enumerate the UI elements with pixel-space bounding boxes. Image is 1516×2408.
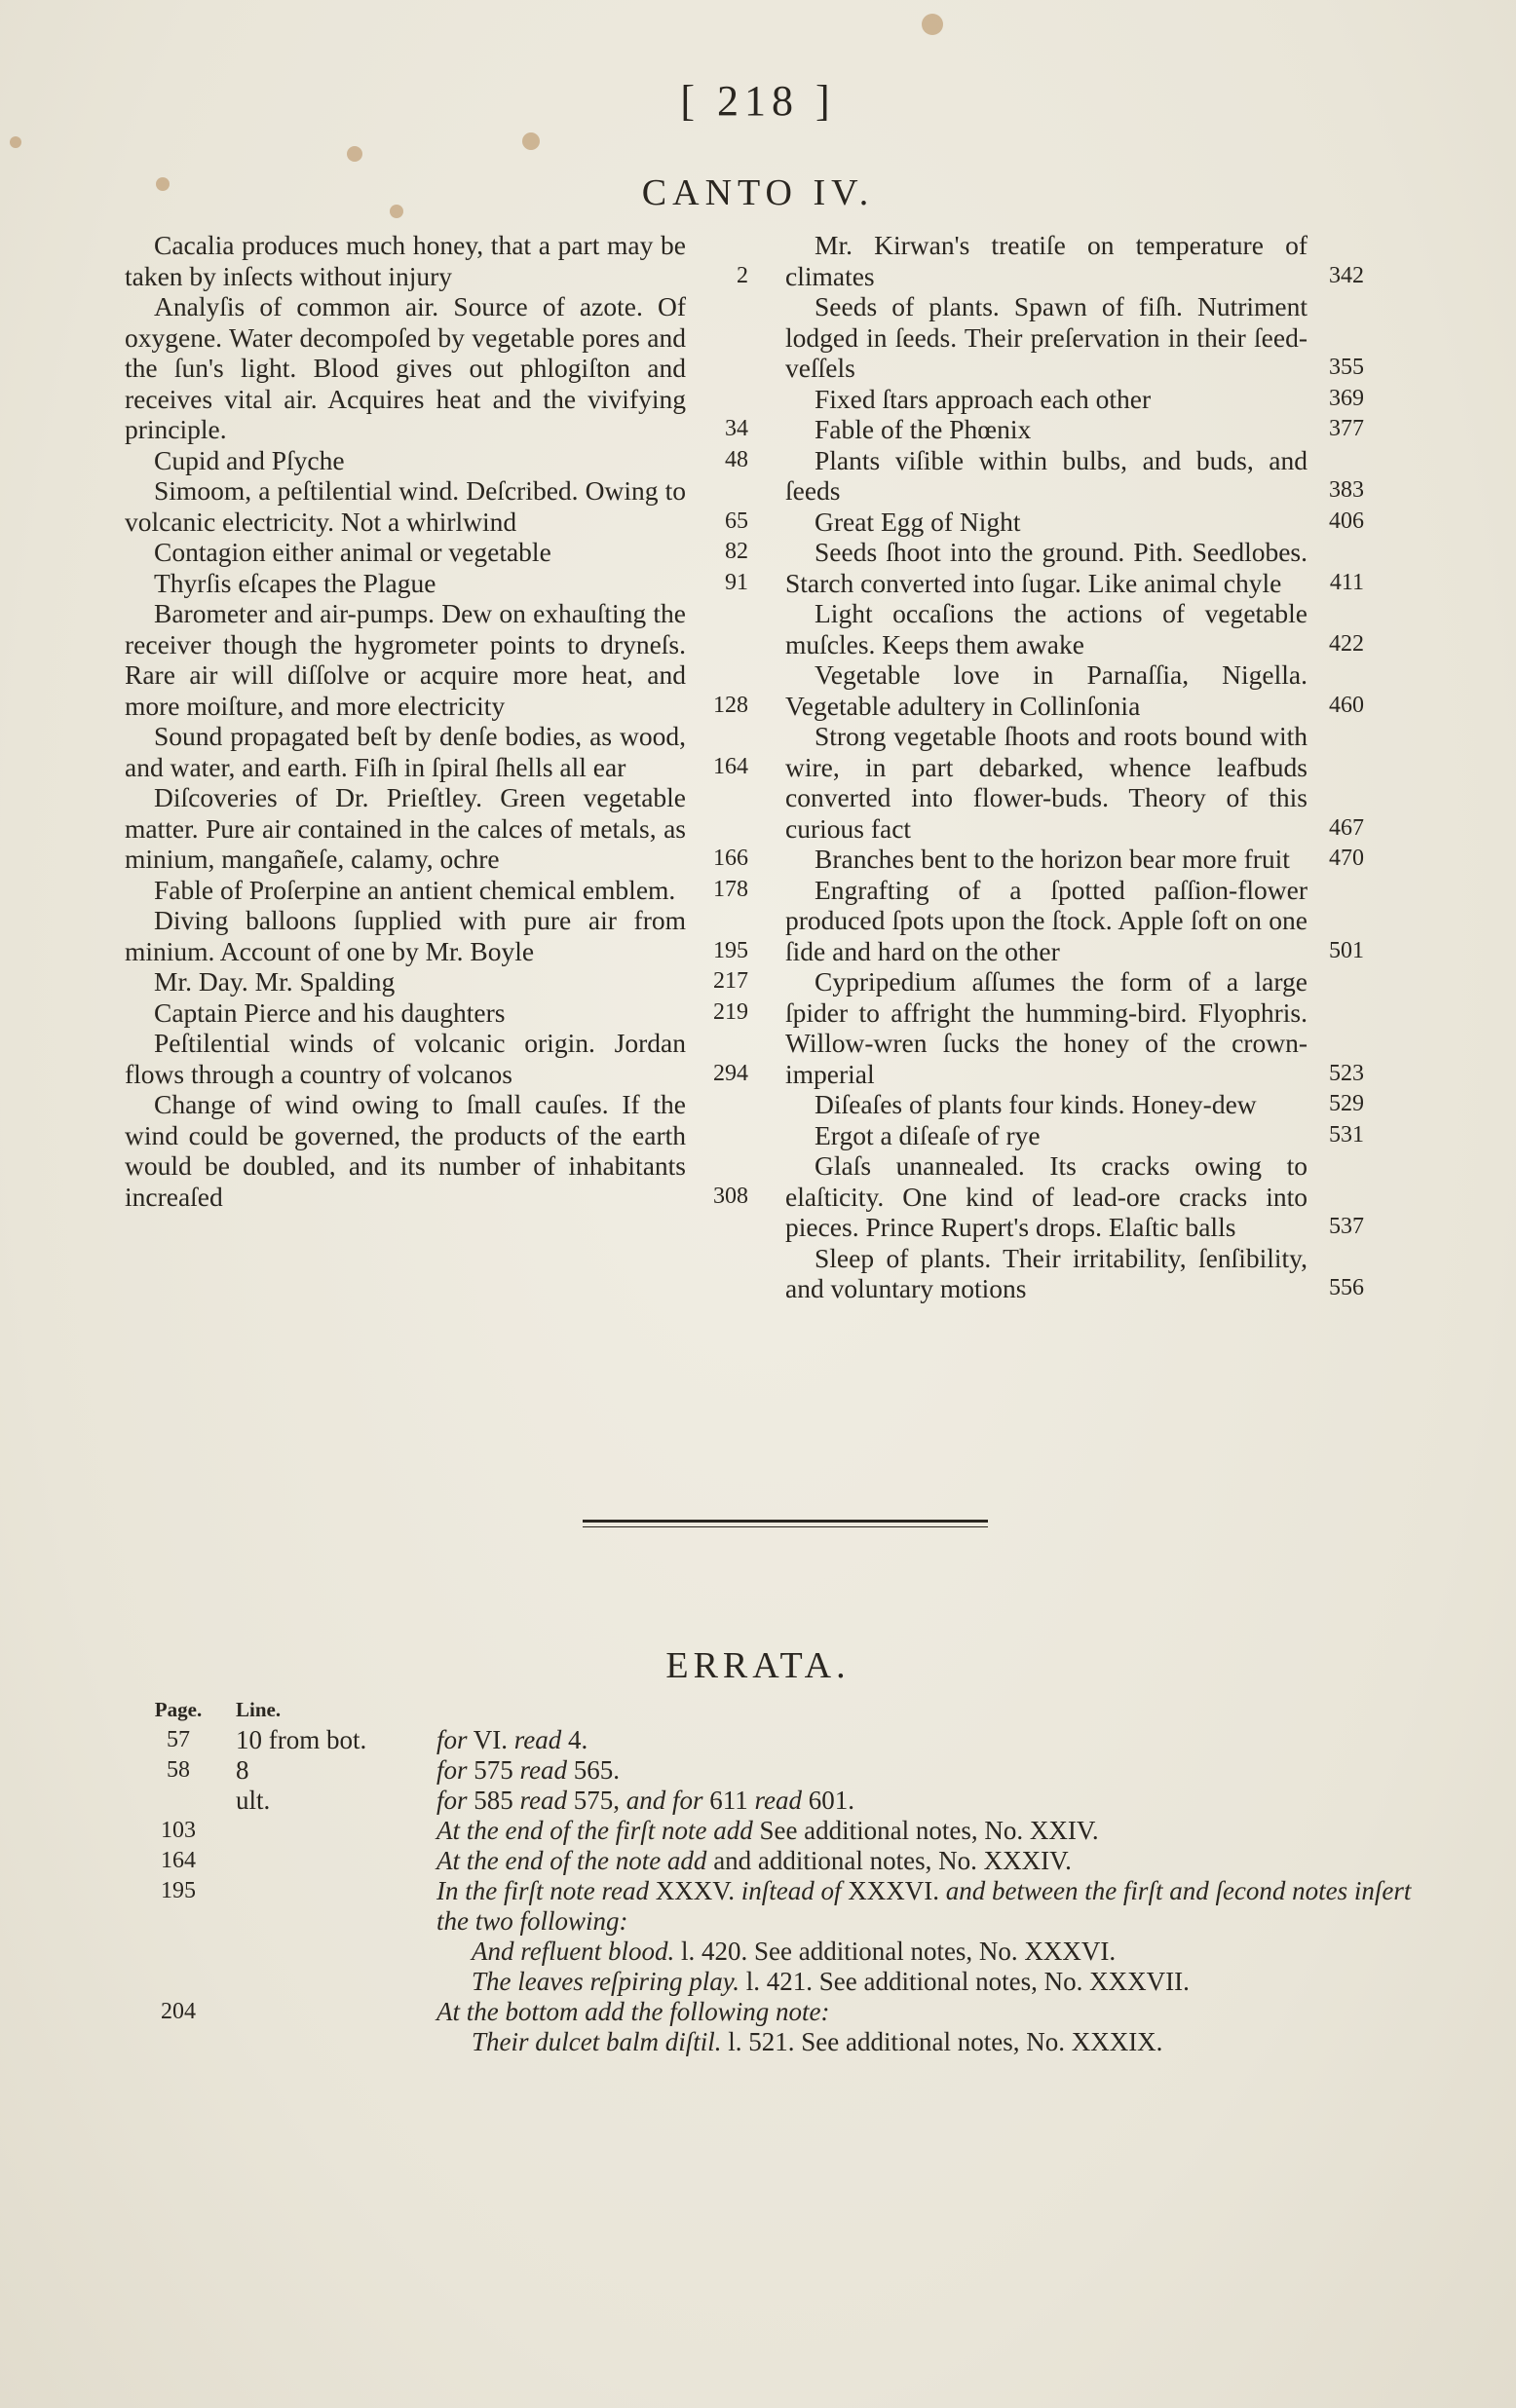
- entry-page: 195: [713, 937, 748, 963]
- index-entry: [785, 291, 1364, 384]
- foxing-spot: [10, 136, 21, 148]
- entry-text: Sound propagated beſt by denſe bodies, as wood, and water, and earth. Fiſh in ſpiral ſhells all ear: [125, 721, 686, 782]
- index-entry: [785, 1243, 1364, 1304]
- index-entry: [125, 966, 748, 997]
- errata-row: [134, 1876, 1421, 1937]
- entry-page: 467: [1329, 814, 1364, 841]
- entry-text: Fixed ſtars approach each other: [815, 383, 1152, 414]
- entry-text: Light occaſions the actions of vegetable muſcles. Keeps them awake: [785, 598, 1308, 659]
- errata-text: See additional notes, No. XXIV.: [752, 1816, 1099, 1845]
- index-entry: [785, 721, 1364, 844]
- errata-text: 575: [467, 1755, 520, 1785]
- entry-page: 523: [1329, 1060, 1364, 1086]
- entry-page: 422: [1329, 630, 1364, 657]
- entry-text: Cacalia produces much honey, that a part may be taken by inſects without injury: [125, 230, 686, 291]
- entry-page: 369: [1329, 385, 1364, 411]
- foxing-spot: [922, 14, 943, 35]
- entry-page: 529: [1329, 1091, 1364, 1116]
- errata-row: [134, 1725, 1421, 1755]
- errata-correction: [436, 1816, 1421, 1846]
- errata-italic: inſtead of: [740, 1876, 842, 1905]
- errata-text: 575,: [567, 1786, 626, 1815]
- errata-italic: Their dulcet balm diſtil.: [472, 2027, 722, 2056]
- errata-page: 58: [167, 1757, 190, 1783]
- entry-page: 383: [1329, 477, 1364, 503]
- entry-text: Strong vegetable ſhoots and roots bound with wire, in part debarked, whence leafbuds converted into flower-buds. Theory of this curious fact: [785, 721, 1308, 844]
- entry-text: Fable of the Phœnix: [815, 414, 1032, 444]
- index-right-column: [785, 230, 1364, 1304]
- errata-text: VI.: [467, 1725, 514, 1754]
- entry-text: Diving balloons ſupplied with pure air from minium. Account of one by Mr. Boyle: [125, 905, 686, 966]
- entry-text: Diſcoveries of Dr. Prieſtley. Green vegetable matter. Pure air contained in the calces of metals, as minium, mangañeſe, calamy, ochre: [125, 782, 686, 874]
- errata-row: [134, 1967, 1421, 1997]
- entry-text: Fable of Proſerpine an antient chemical emblem.: [154, 874, 676, 905]
- errata-line: 8: [236, 1755, 249, 1785]
- entry-page: 531: [1329, 1121, 1364, 1148]
- index-entry: [125, 1089, 748, 1212]
- index-entry: [125, 875, 748, 906]
- entry-text: Peſtilential winds of volcanic origin. Jordan flows through a country of volcanos: [125, 1028, 686, 1089]
- entry-text: Cupid and Pſyche: [154, 444, 345, 475]
- errata-text: l. 420. See additional notes, No. XXXVI.: [674, 1937, 1117, 1966]
- errata-row: [134, 1816, 1421, 1846]
- errata-italic: And refluent blood.: [472, 1937, 675, 1966]
- index-entry: [785, 875, 1364, 967]
- foxing-spot: [522, 132, 540, 150]
- entry-page: 308: [713, 1183, 748, 1209]
- entry-page: 48: [725, 446, 748, 472]
- errata-page: 195: [161, 1878, 196, 1903]
- entry-text: Engrafting of a ſpotted paſſion-flower produced ſpots upon the ſtock. Apple ſoft on one ſide and hard on the other: [785, 874, 1308, 966]
- errata-row: [134, 2027, 1421, 2057]
- index-entry: [125, 721, 748, 782]
- errata-row: [134, 1997, 1421, 2027]
- entry-text: Mr. Day. Mr. Spalding: [154, 966, 396, 997]
- entry-page: 342: [1329, 262, 1364, 288]
- entry-text: Contagion either animal or vegetable: [154, 537, 551, 567]
- errata-line: 10 from bot.: [236, 1725, 367, 1754]
- entry-text: Thyrſis eſcapes the Plague: [154, 567, 436, 598]
- errata-page: 103: [161, 1818, 196, 1843]
- entry-page: 82: [725, 539, 748, 564]
- entry-page: 470: [1329, 846, 1364, 871]
- errata-row: [134, 1937, 1421, 1967]
- canto-title: CANTO IV.: [641, 172, 875, 213]
- entry-text: Plants viſible within bulbs, and buds, and ſeeds: [785, 444, 1308, 506]
- errata-text: 565.: [567, 1755, 621, 1785]
- entry-page: 2: [737, 262, 748, 288]
- index-entry: [785, 1089, 1364, 1120]
- entry-page: 501: [1329, 937, 1364, 963]
- index-entry: [125, 537, 748, 568]
- errata-correction: [436, 1846, 1421, 1876]
- errata-text: 611: [702, 1786, 755, 1815]
- errata-correction: [436, 1755, 1421, 1786]
- errata-line: ult.: [236, 1786, 271, 1815]
- index-entry: [125, 598, 748, 721]
- entry-text: Analyſis of common air. Source of azote. Of oxygene. Water decompoſed by vegetable pores and the ſun's light. Blood gives out phlogiſton and receives vital air. Acquires heat and the vivifying principle.: [125, 291, 686, 444]
- index-entry: [125, 1028, 748, 1089]
- errata-page: 204: [161, 1999, 196, 2024]
- index-entry: [125, 568, 748, 599]
- index-entry: [785, 507, 1364, 538]
- entry-page: 178: [713, 876, 748, 902]
- entry-text: Sleep of plants. Their irritability, ſenſibility, and voluntary motions: [785, 1242, 1308, 1303]
- entry-text: Cypripedium aſſumes the form of a large ſpider to affright the humming-bird. Flyophris. Willow-wren ſucks the honey of the crown-imperial: [785, 966, 1308, 1089]
- errata-italic: At the bottom add the following note:: [436, 1997, 830, 2026]
- entry-page: 217: [713, 968, 748, 994]
- index-entry: [785, 414, 1364, 445]
- errata-correction: [436, 1786, 1421, 1816]
- errata-italic: The leaves reſpiring play.: [472, 1967, 739, 1996]
- errata-italic: At the end of the firſt note add: [436, 1816, 753, 1845]
- entry-text: Great Egg of Night: [815, 506, 1021, 537]
- entry-text: Change of wind owing to ſmall cauſes. If the wind could be governed, the products of the earth would be doubled, and its number of inhabitants increaſed: [125, 1089, 686, 1212]
- entry-page: 91: [725, 569, 748, 595]
- entry-text: Captain Pierce and his daughters: [154, 997, 506, 1028]
- errata-text: XXXV.: [648, 1876, 741, 1905]
- errata-italic: At the end of the note add: [436, 1846, 707, 1875]
- entry-page: 164: [713, 753, 748, 779]
- errata-table: [134, 1695, 1421, 2057]
- entry-page: 406: [1329, 508, 1364, 534]
- entry-text: Branches bent to the horizon bear more fruit: [815, 844, 1290, 874]
- entry-page: 166: [713, 846, 748, 871]
- entry-page: 219: [713, 998, 748, 1025]
- entry-text: Mr. Kirwan's treatiſe on temperature of climates: [785, 230, 1308, 291]
- errata-text: l. 421. See additional notes, No. XXXVII.: [739, 1967, 1190, 1996]
- errata-row: [134, 1786, 1421, 1816]
- index-entry: [785, 1120, 1364, 1151]
- entry-page: 411: [1329, 569, 1364, 595]
- index-entry: [785, 384, 1364, 415]
- entry-page: 34: [725, 416, 748, 441]
- errata-row: [134, 1755, 1421, 1786]
- index-entry: [785, 844, 1364, 875]
- index-entry: [125, 291, 748, 445]
- index-entry: [785, 445, 1364, 507]
- index-entry: [125, 905, 748, 966]
- index-entry: [785, 537, 1364, 598]
- entry-page: 377: [1329, 416, 1364, 441]
- errata-correction: [436, 2027, 1421, 2057]
- errata-text: XXXVI.: [841, 1876, 946, 1905]
- errata-col-page: Page.: [154, 1698, 203, 1721]
- errata-correction: [436, 1937, 1421, 1967]
- index-entry: [125, 475, 748, 537]
- entry-page: 556: [1329, 1275, 1364, 1300]
- index-entry: [785, 659, 1364, 721]
- errata-correction: [436, 1876, 1421, 1937]
- entry-page: 65: [725, 508, 748, 534]
- entry-text: Glaſs unannealed. Its cracks owing to elaſticity. One kind of lead-ore cracks into pieces. Prince Rupert's drops. Elaſtic balls: [785, 1150, 1308, 1242]
- index-entry: [785, 1150, 1364, 1243]
- entry-text: Simoom, a peſtilential wind. Deſcribed. Owing to volcanic electricity. Not a whirlwind: [125, 475, 686, 537]
- errata-correction: [436, 1725, 1421, 1755]
- foxing-spot: [347, 146, 362, 162]
- entry-page: 294: [713, 1060, 748, 1086]
- errata-italic: read: [519, 1755, 568, 1785]
- errata-italic: for: [436, 1755, 468, 1785]
- entry-page: 537: [1329, 1214, 1364, 1239]
- errata-italic: for: [436, 1786, 468, 1815]
- entry-text: Ergot a diſeaſe of rye: [815, 1119, 1041, 1150]
- errata-italic: for: [436, 1725, 468, 1754]
- entry-text: Barometer and air-pumps. Dew on exhauſting the receiver though the hygrometer points to dryneſs. Rare air will diſſolve or acquire more heat, and more moiſture, and more electricity: [125, 598, 686, 721]
- index-entry: [125, 230, 748, 291]
- index-entry: [125, 782, 748, 875]
- entry-page: 355: [1329, 355, 1364, 380]
- page-number: [ 218 ]: [680, 77, 836, 125]
- entry-text: Vegetable love in Parnaſſia, Nigella. Vegetable adultery in Collinſonia: [785, 659, 1308, 721]
- errata-header: [134, 1695, 1421, 1725]
- errata-text: 601.: [802, 1786, 855, 1815]
- errata-italic: and between the firſt and ſecond notes inſert the two following:: [436, 1876, 1412, 1936]
- index-entry: [125, 997, 748, 1029]
- index-left-column: [125, 230, 748, 1212]
- errata-text: 4.: [561, 1725, 588, 1754]
- errata-italic: In the firſt note read: [436, 1876, 649, 1905]
- errata-page: 57: [167, 1727, 190, 1752]
- errata-text: and additional notes, No. XXXIV.: [706, 1846, 1072, 1875]
- index-entry: [785, 598, 1364, 659]
- errata-italic: read: [513, 1725, 562, 1754]
- errata-row: [134, 1846, 1421, 1876]
- section-divider-rule: [583, 1520, 988, 1527]
- errata-italic: and for: [625, 1786, 703, 1815]
- entry-text: Seeds ſhoot into the ground. Pith. Seedlobes. Starch converted into ſugar. Like animal chyle: [785, 537, 1308, 598]
- entry-text: Seeds of plants. Spawn of fiſh. Nutriment lodged in ſeeds. Their preſervation in their ſeed-veſſels: [785, 291, 1308, 383]
- errata-italic: read: [754, 1786, 803, 1815]
- errata-correction: [436, 1967, 1421, 1997]
- index-entry: [785, 966, 1364, 1089]
- errata-col-line: Line.: [236, 1698, 282, 1721]
- entry-text: Diſeaſes of plants four kinds. Honey-dew: [815, 1089, 1257, 1119]
- errata-text: l. 521. See additional notes, No. XXXIX.: [721, 2027, 1163, 2056]
- errata-correction: [436, 1997, 1421, 2027]
- errata-text: 585: [467, 1786, 520, 1815]
- errata-title: ERRATA.: [665, 1645, 851, 1686]
- entry-page: 128: [713, 692, 748, 718]
- errata-italic: read: [519, 1786, 568, 1815]
- errata-page: 164: [161, 1848, 196, 1873]
- index-entry: [125, 445, 748, 476]
- entry-page: 460: [1329, 692, 1364, 718]
- index-entry: [785, 230, 1364, 291]
